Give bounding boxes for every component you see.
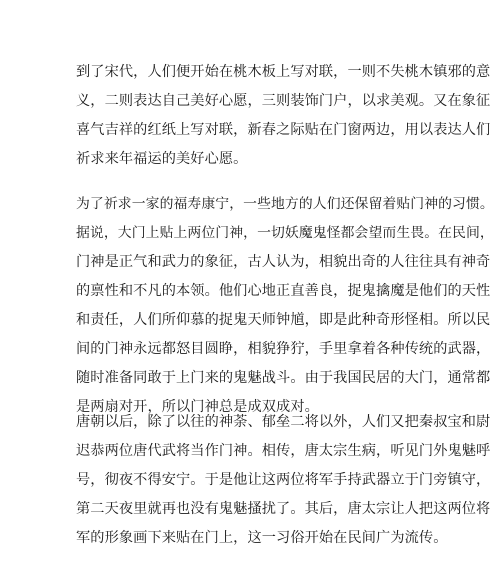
text-line: 据说，大门上贴上两位门神，一切妖魔鬼怪都会望而生畏。在民间， bbox=[76, 225, 494, 241]
text-line: 唐朝以后，除了以往的神荼、郁垒二将以外，人们又把秦叔宝和尉 bbox=[76, 414, 491, 430]
text-line: 门神是正气和武力的象征，古人认为，相貌出奇的人往往具有神奇 bbox=[76, 254, 491, 270]
text-line: 到了宋代，人们便开始在桃木板上写对联，一则不失桃木镇邪的意 bbox=[76, 64, 491, 80]
text-line: 为了祈求一家的福寿康宁，一些地方的人们还保留着贴门神的习惯。 bbox=[76, 196, 494, 212]
text-line: 第二天夜里就再也没有鬼魅搔扰了。其后，唐太宗让人把这两位将 bbox=[76, 501, 491, 517]
text-line: 义，二则表达自己美好心愿，三则装饰门户，以求美观。又在象征 bbox=[76, 93, 491, 109]
text-line: 祈求来年福运的美好心愿。 bbox=[76, 151, 248, 167]
text-line: 军的形象画下来贴在门上，这一习俗开始在民间广为流传。 bbox=[76, 530, 448, 546]
text-line: 间的门神永远都怒目圆睁，相貌狰狞，手里拿着各种传统的武器， bbox=[76, 341, 491, 357]
text-line: 和责任，人们所仰慕的捉鬼天师钟馗，即是此种奇形怪相。所以民 bbox=[76, 312, 491, 328]
text-line: 号，彻夜不得安宁。于是他让这两位将军手持武器立于门旁镇守， bbox=[76, 472, 491, 488]
text-line: 是两扇对开，所以门神总是成双成对。 bbox=[76, 399, 319, 415]
text-line: 迟恭两位唐代武将当作门神。相传，唐太宗生病，听见门外鬼魅呼 bbox=[76, 443, 491, 459]
text-line: 的禀性和不凡的本领。他们心地正直善良，捉鬼擒魔是他们的天性 bbox=[76, 283, 491, 299]
text-line: 随时准备同敢于上门来的鬼魅战斗。由于我国民居的大门，通常都 bbox=[76, 370, 491, 386]
text-line: 喜气吉祥的红纸上写对联，新春之际贴在门窗两边，用以表达人们 bbox=[76, 122, 491, 138]
